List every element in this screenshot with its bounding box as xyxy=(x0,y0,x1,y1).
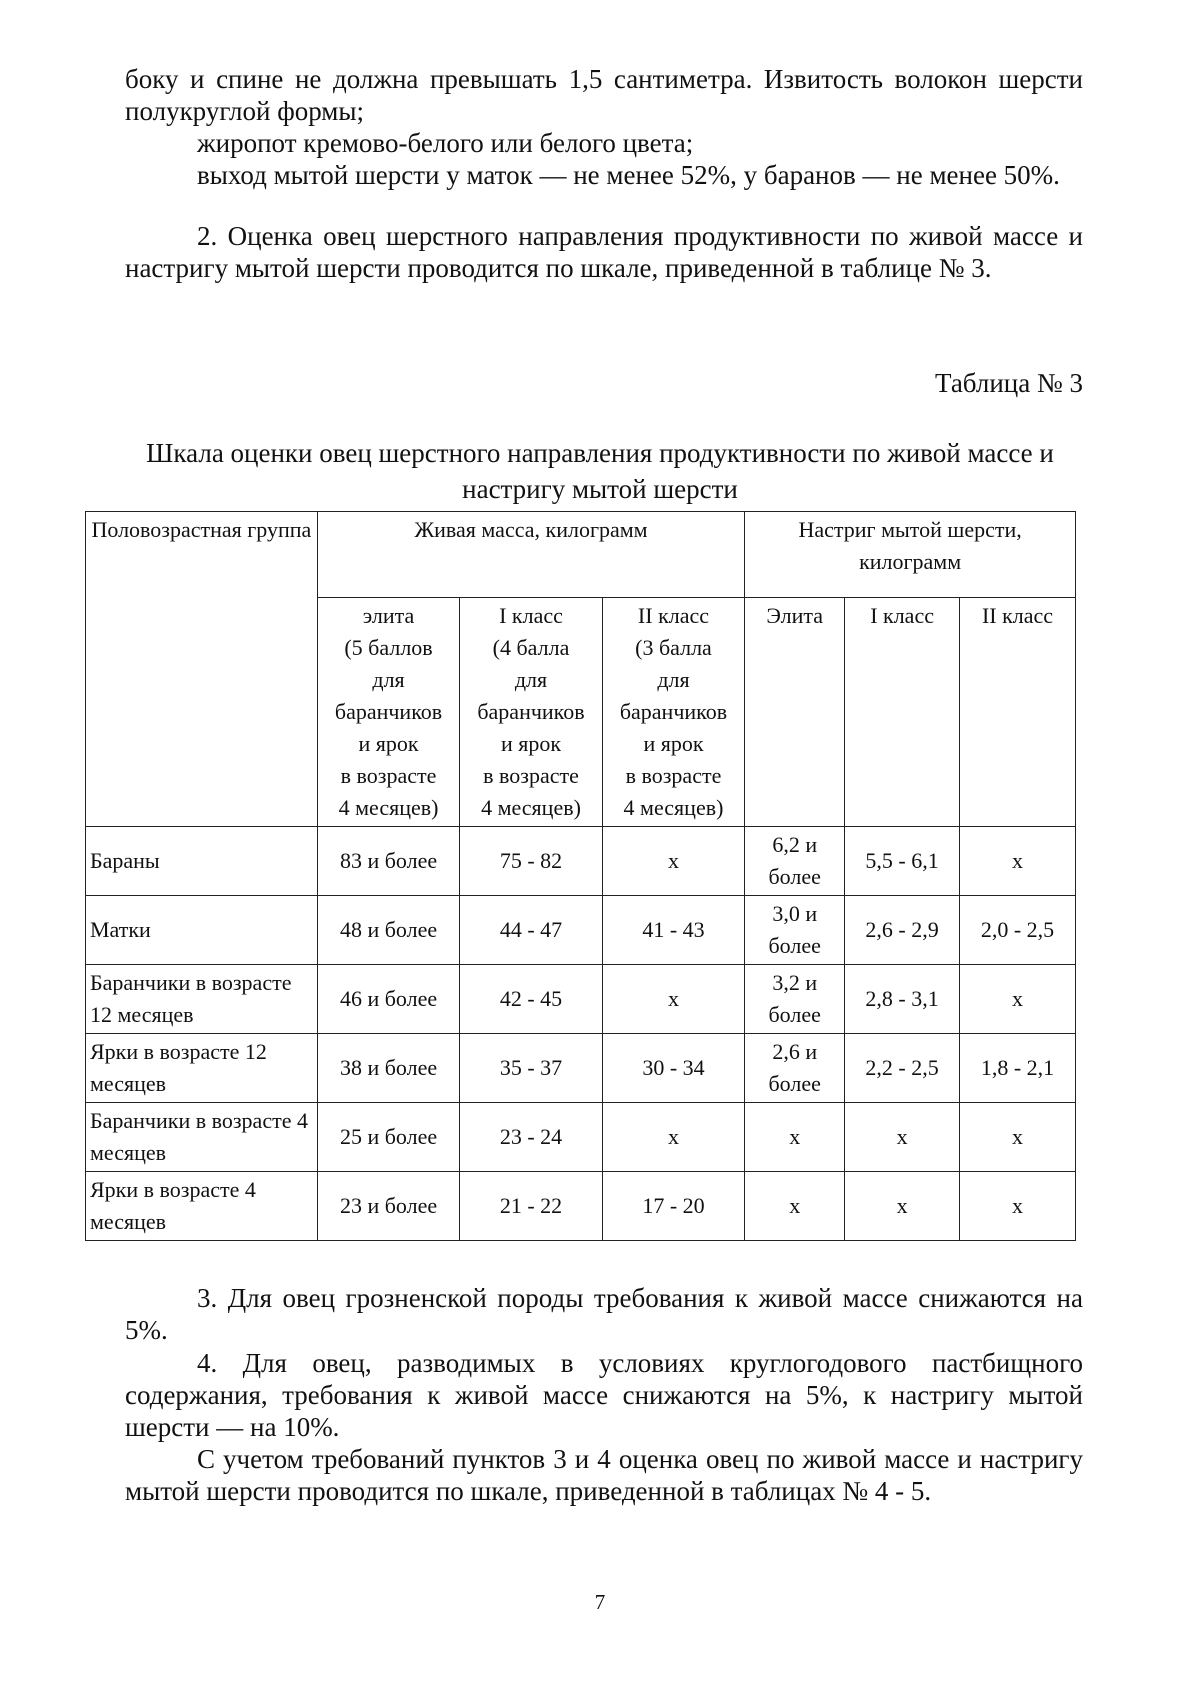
paragraph-item-4: 4. Для овец, разводимых в условиях круглогодового пастбищного содержания, требования к живой массе снижаются на 5%, к настригу мытой шерсти — на 10%. xyxy=(125,1348,1083,1442)
cell-value: х xyxy=(602,827,745,896)
paragraph-yolk: жиропот кремово-белого или белого цвета; xyxy=(197,128,694,158)
header-elite-mass: элита (5 баллов для баранчиков и ярок в возрасте 4 месяцев) xyxy=(317,598,459,827)
paragraph-yield: выход мытой шерсти у маток — не менее 52%, у баранов — не менее 50%. xyxy=(197,160,1060,190)
table-row xyxy=(86,1172,1076,1241)
cell-value: х xyxy=(845,1103,960,1172)
table-row xyxy=(86,1034,1076,1103)
cell-value: 6,2 и более xyxy=(745,827,845,896)
cell-value: 75 - 82 xyxy=(460,827,602,896)
header-class2-wool: II класс xyxy=(960,598,1076,827)
header-elite-wool: Элита xyxy=(745,598,845,827)
table-row xyxy=(86,965,1076,1034)
cell-value: 2,2 - 2,5 xyxy=(845,1034,960,1103)
cell-value: 2,6 и более xyxy=(745,1034,845,1103)
table-title: Шкала оценки овец шерстного направления продуктивности по живой массе и настригу мытой шерсти xyxy=(146,438,1054,504)
header-wool: Настриг мытой шерсти, килограмм xyxy=(745,512,1076,598)
cell-value: 83 и более xyxy=(317,827,459,896)
cell-value: 2,6 - 2,9 xyxy=(845,896,960,965)
cell-value: 23 - 24 xyxy=(460,1103,602,1172)
page-number: 7 xyxy=(594,1590,606,1614)
table-row xyxy=(86,827,1076,896)
cell-value: х xyxy=(602,965,745,1034)
cell-group: Ярки в возрасте 12 месяцев xyxy=(86,1034,318,1103)
cell-value: 42 - 45 xyxy=(460,965,602,1034)
cell-group: Матки xyxy=(86,896,318,965)
cell-value: х xyxy=(745,1172,845,1241)
table-label: Таблица № 3 xyxy=(935,368,1083,398)
cell-value: 3,2 и более xyxy=(745,965,845,1034)
cell-value: х xyxy=(745,1103,845,1172)
paragraph-wool-length: боку и спине не должна превышать 1,5 сантиметра. Извитость волокон шерсти полукруглой формы; xyxy=(125,64,1083,126)
cell-value: 23 и более xyxy=(317,1172,459,1241)
header-class2-mass: II класс (3 балла для баранчиков и ярок в возрасте 4 месяцев) xyxy=(602,598,745,827)
cell-value: х xyxy=(960,965,1076,1034)
cell-value: 3,0 и более xyxy=(745,896,845,965)
paragraph-item-3: 3. Для овец грозненской породы требования к живой массе снижаются на 5%. xyxy=(125,1283,1083,1345)
cell-group: Баранчики в возрасте 4 месяцев xyxy=(86,1103,318,1172)
cell-value: 21 - 22 xyxy=(460,1172,602,1241)
cell-value: 44 - 47 xyxy=(460,896,602,965)
cell-value: 25 и более xyxy=(317,1103,459,1172)
cell-group: Баранчики в возрасте 12 месяцев xyxy=(86,965,318,1034)
header-class1-wool: I класс xyxy=(845,598,960,827)
cell-value: 2,0 - 2,5 xyxy=(960,896,1076,965)
evaluation-table xyxy=(85,511,1076,1241)
cell-value: х xyxy=(960,1172,1076,1241)
header-class1-mass: I класс (4 балла для баранчиков и ярок в возрасте 4 месяцев) xyxy=(460,598,602,827)
cell-value: 38 и более xyxy=(317,1034,459,1103)
cell-value: 30 - 34 xyxy=(602,1034,745,1103)
cell-value: х xyxy=(602,1103,745,1172)
table-row xyxy=(86,1103,1076,1172)
cell-value: 35 - 37 xyxy=(460,1034,602,1103)
paragraph-item-2: 2. Оценка овец шерстного направления продуктивности по живой массе и настригу мытой шерсти проводится по шкале, приведенной в таблице № 3. xyxy=(125,221,1083,283)
cell-value: 46 и более xyxy=(317,965,459,1034)
table-row xyxy=(86,896,1076,965)
cell-value: 48 и более xyxy=(317,896,459,965)
cell-value: 2,8 - 3,1 xyxy=(845,965,960,1034)
cell-value: 17 - 20 xyxy=(602,1172,745,1241)
header-live-mass: Живая масса, килограмм xyxy=(317,512,744,598)
cell-value: х xyxy=(960,1103,1076,1172)
cell-value: х xyxy=(845,1172,960,1241)
cell-value: 1,8 - 2,1 xyxy=(960,1034,1076,1103)
cell-value: 41 - 43 xyxy=(602,896,745,965)
cell-value: х xyxy=(960,827,1076,896)
cell-group: Ярки в возрасте 4 месяцев xyxy=(86,1172,318,1241)
cell-value: 5,5 - 6,1 xyxy=(845,827,960,896)
header-group: Половозрастная группа xyxy=(86,512,318,827)
cell-group: Бараны xyxy=(86,827,318,896)
paragraph-conclusion: С учетом требований пунктов 3 и 4 оценка овец по живой массе и настригу мытой шерсти проводится по шкале, приведенной в таблицах № 4 - 5. xyxy=(125,1444,1083,1506)
